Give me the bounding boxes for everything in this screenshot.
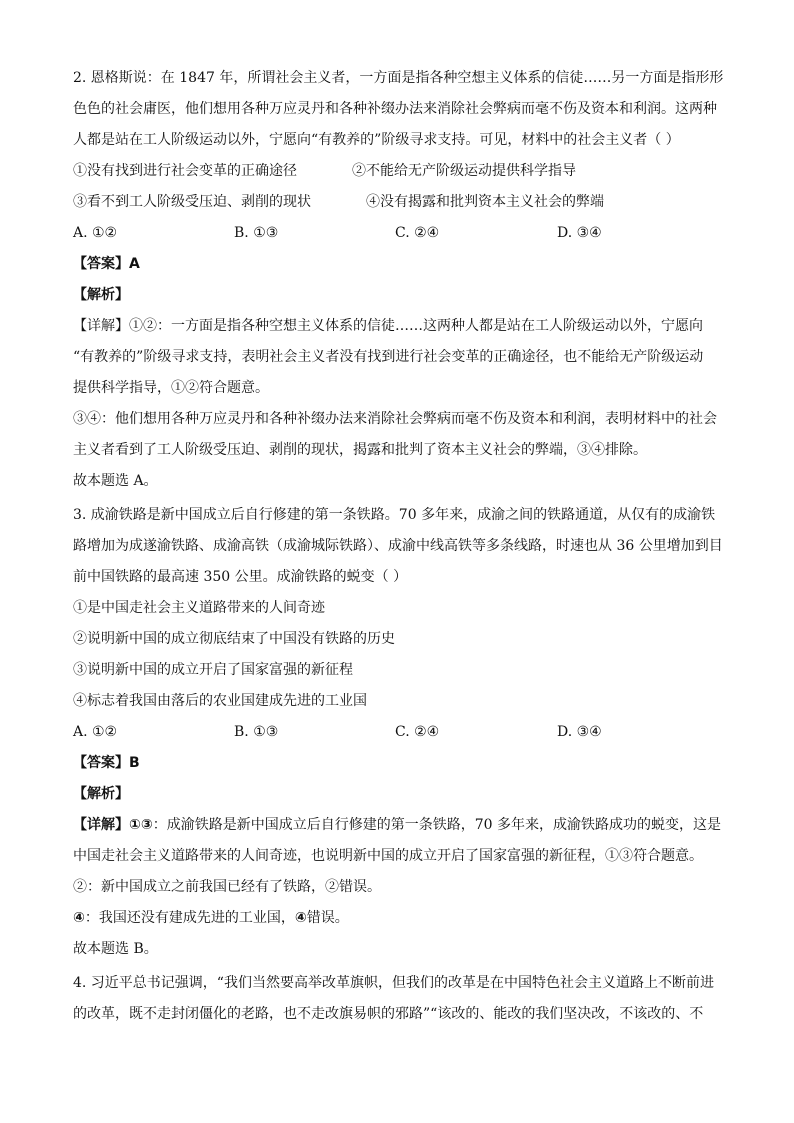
q2-detail-line-4: ③④：他们想用各种万应灵丹和各种补缀办法来消除社会弊病而毫不伤及资本和利润，表明材料中的社会 (73, 411, 717, 427)
q3-detail-text-1: ：成渝铁路是新中国成立后自行修建的第一条铁路，70 多年来，成渝铁路成功的蜕变，这是 (152, 817, 721, 833)
q3-stem-line-2: 路增加为成遂渝铁路、成渝高铁（成渝城际铁路）、成渝中线高铁等多条线路，时速也从 36 公里增加到目 (73, 538, 723, 554)
q2-stem-line-3: 人都是站在工人阶级运动以外，宁愿向“有教养的”阶级寻求支持。可见，材料中的社会主义者（ ） (73, 132, 680, 148)
q2-item-1: ①没有找到进行社会变革的正确途径 (73, 163, 297, 179)
q2-item-3: ③看不到工人阶级受压迫、剥削的现状 (73, 194, 311, 210)
q3-item-1: ①是中国走社会主义道路带来的人间奇迹 (73, 600, 325, 616)
q3-detail-line-4 (73, 908, 723, 928)
q3-conclusion: 故本题选 B。 (73, 941, 158, 957)
q2-detail-line-5: 主义者看到了工人阶级受压迫、剥削的现状，揭露和批判了资本主义社会的弊端，③④排除。 (73, 442, 647, 458)
q2-option-b: B. ①③ (234, 225, 279, 241)
q3-stem-line-1: 3. 成渝铁路是新中国成立后自行修建的第一条铁路。70 多年来，成渝之间的铁路通道，从仅有的成渝铁 (73, 507, 716, 523)
q3-detail-line-3: ②：新中国成立之前我国已经有了铁路，②错误。 (73, 879, 381, 895)
q2-conclusion: 故本题选 A。 (73, 473, 158, 489)
q3-detail-bold-ref: ①③ (129, 817, 153, 833)
q2-option-c: C. ②④ (395, 225, 440, 241)
q2-analysis-heading: 【解析】 (73, 287, 129, 303)
q3-option-b: B. ①③ (234, 724, 279, 740)
q2-item-4: ④没有揭露和批判资本主义社会的弊端 (366, 194, 604, 210)
q3-answer: 【答案】B (73, 755, 140, 771)
q2-option-d: D. ③④ (557, 225, 602, 241)
q3-item-4: ④标志着我国由落后的农业国建成先进的工业国 (73, 693, 367, 709)
q3-item-3: ③说明新中国的成立开启了国家富强的新征程 (73, 662, 353, 678)
q2-stem-line-1: 2. 恩格斯说：在 1847 年，所谓社会主义者，一方面是指各种空想主义体系的信徒……另一方面是指形形 (73, 70, 723, 86)
q3-detail-bold-4b: ④ (294, 910, 307, 926)
q2-option-a: A. ①② (73, 225, 118, 241)
q4-stem-line-2: 的改革，既不走封闭僵化的老路，也不走改旗易帜的邪路”“该改的、能改的我们坚决改，不该改的、不 (73, 1006, 704, 1022)
q3-item-2: ②说明新中国的成立彻底结束了中国没有铁路的历史 (73, 631, 395, 647)
q3-option-d: D. ③④ (557, 724, 602, 740)
q2-item-2: ②不能给无产阶级运动提供科学指导 (352, 163, 576, 179)
q3-detail-line-1 (73, 815, 723, 835)
q3-detail-bold-4a: ④ (73, 910, 85, 926)
q3-detail-tag: 【详解】 (73, 817, 129, 833)
q3-detail-text-4: ：我国还没有建成先进的工业国， (84, 910, 295, 926)
q3-stem-line-3: 前中国铁路的最高速 350 公里。成渝铁路的蜕变（ ） (73, 569, 408, 585)
q3-option-a: A. ①② (73, 724, 118, 740)
q2-detail-line-3: 提供科学指导，①②符合题意。 (73, 380, 269, 396)
q2-detail-line-1: 【详解】①②：一方面是指各种空想主义体系的信徒……这两种人都是站在工人阶级运动以外，宁愿向 (73, 318, 703, 334)
q3-detail-text-4-end: 错误。 (306, 910, 349, 926)
q4-stem-line-1: 4. 习近平总书记强调，“我们当然要高举改革旗帜，但我们的改革是在中国特色社会主义道路上不断前进 (73, 975, 714, 991)
q3-detail-line-2: 中国走社会主义道路带来的人间奇迹，也说明新中国的成立开启了国家富强的新征程，①③符合题意。 (73, 848, 703, 864)
q3-analysis-heading: 【解析】 (73, 786, 129, 802)
q2-stem-line-2: 色色的社会庸医，他们想用各种万应灵丹和各种补缀办法来消除社会弊病而毫不伤及资本和利润。这两种 (73, 101, 717, 117)
q2-detail-line-2: “有教养的”阶级寻求支持，表明社会主义者没有找到进行社会变革的正确途径，也不能给无产阶级运动 (73, 349, 704, 365)
q3-option-c: C. ②④ (395, 724, 440, 740)
q2-answer: 【答案】A (73, 256, 140, 272)
